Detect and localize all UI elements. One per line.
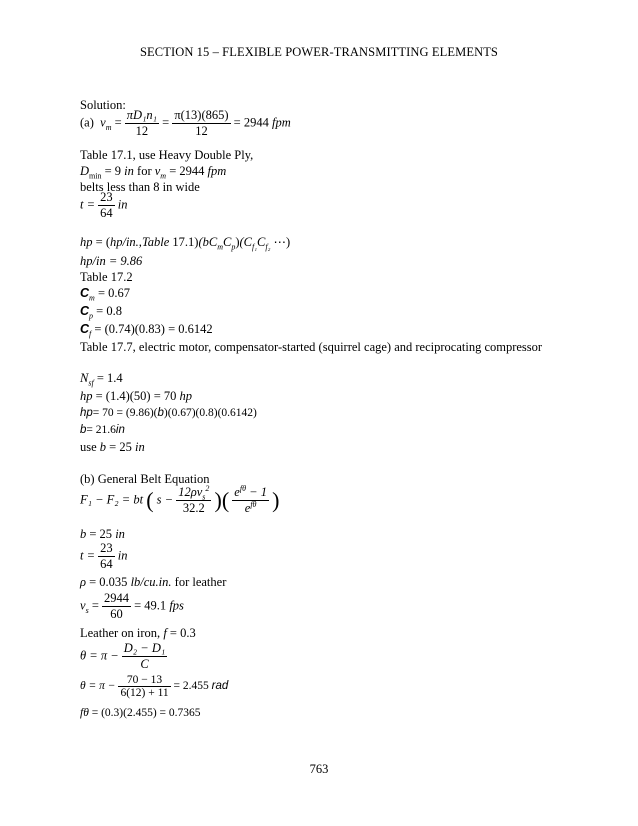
- theta2-den: 6(12) + 11: [120, 687, 169, 699]
- table-17-7-text: Table 17.7, electric motor, compensator-started (squirrel cage) and reciprocating compressor: [80, 340, 543, 354]
- hp-ratio: hp/in.,: [109, 235, 142, 249]
- gen-fraction-2: [232, 485, 269, 516]
- table-17-1-text: Table 17.1, use Heavy Double Ply,: [80, 148, 254, 162]
- hp-f2-sub: f₂: [265, 242, 271, 252]
- cp-line: [80, 304, 122, 319]
- gen-close-paren-1: ): [214, 487, 222, 513]
- vm-f2-num: π(13)(865): [174, 108, 229, 122]
- ftheta-lhs: fθ: [80, 707, 89, 719]
- dmin-unit: in: [124, 164, 134, 178]
- dmin-v: v: [154, 164, 161, 178]
- hp2-rest: )(0.67)(0.8)(0.6142): [163, 407, 257, 419]
- hp1-lhs: hp: [80, 389, 93, 403]
- b1-unit: in: [115, 424, 125, 436]
- cf-sub: f: [89, 329, 92, 339]
- b-line-2: [80, 527, 125, 542]
- gen-num2-tail: − 1: [246, 485, 267, 499]
- vm-sub: m: [105, 122, 112, 132]
- rho-unit: lb/cu.in.: [130, 575, 172, 589]
- theta2-value: = 2.455: [173, 680, 209, 693]
- theta2-unit: rad: [211, 680, 229, 693]
- theta1-lhs: θ = π −: [80, 648, 119, 663]
- ftheta-value: = (0.3)(2.455) = 0.7365: [91, 707, 201, 719]
- b2-value: = 25: [89, 527, 113, 541]
- vs-fraction: [102, 591, 131, 622]
- t1-num: 23: [100, 190, 113, 204]
- vm-fraction-1: [125, 108, 159, 139]
- cm-value: = 0.67: [97, 286, 130, 300]
- gen-open-paren-2: (: [221, 487, 230, 513]
- cm-symbol: C: [80, 286, 90, 300]
- t1-fraction: [98, 190, 115, 221]
- vm-fraction-2: [172, 108, 230, 139]
- hp-close2: ): [235, 235, 240, 249]
- dmin-v-unit: fpm: [207, 164, 227, 178]
- vs-num: 2944: [104, 591, 129, 605]
- general-belt-equation: [80, 485, 279, 516]
- vm-equation: (a) $v_m$ = $\frac{\text{πD₁n₁}}{12}$ = $\frac{\pi(13)(865)}{12}$ = 2944 fpm: [80, 108, 291, 138]
- hp-per-in: hp/in = 9.86: [80, 254, 143, 268]
- cp-symbol: C: [80, 304, 90, 318]
- gen-den1: 32.2: [176, 500, 211, 516]
- gen-s: s −: [156, 492, 174, 507]
- gen-num1-sub: s: [202, 492, 206, 502]
- section-header: SECTION 15 – FLEXIBLE POWER-TRANSMITTING ELEMENTS: [139, 45, 498, 59]
- theta-equation-1: [80, 641, 167, 672]
- vs-value: = 49.1: [134, 598, 167, 613]
- vs-den: 60: [102, 606, 131, 622]
- hp-c2: C: [257, 235, 266, 249]
- t1-unit: in: [117, 197, 128, 212]
- belts-text: belts less than 8 in wide: [80, 180, 200, 194]
- hp-c: C: [222, 235, 232, 249]
- gen-num2-e: e: [234, 485, 240, 499]
- f-theta-line: [80, 707, 201, 719]
- t2-fraction: [98, 541, 115, 572]
- hp-line-1: [80, 389, 192, 404]
- cf-symbol: C: [80, 322, 90, 336]
- leather-f: f: [163, 626, 167, 640]
- use-b-lhs: b: [99, 440, 107, 454]
- gen-close-paren-2: ): [272, 487, 280, 513]
- use-b-unit: in: [134, 440, 145, 454]
- b1-value: = 21.6: [86, 424, 116, 436]
- vs-eq: =: [91, 598, 99, 613]
- theta1-den: C: [122, 656, 167, 672]
- leather-line: [80, 626, 196, 641]
- hp-lhs: hp: [80, 235, 93, 249]
- page-number: 763: [309, 762, 329, 776]
- part-a-label: (a): [80, 115, 94, 130]
- hp-equation: [80, 234, 290, 250]
- gen-num1: [176, 485, 211, 500]
- t-equation-1: [80, 190, 128, 221]
- hp-term1: (bC: [198, 235, 218, 249]
- vm-f1-den: 12: [125, 123, 159, 139]
- gen-den2: [232, 500, 269, 516]
- gen-open-paren-1: (: [146, 487, 154, 513]
- gen-num2-sup: fθ: [239, 483, 247, 493]
- rho-lhs: ρ: [80, 575, 86, 589]
- hp-table: Table: [141, 235, 170, 249]
- hp-cp-sub: p: [231, 242, 236, 252]
- nsf-symbol: N: [80, 371, 89, 385]
- dmin-line: [80, 164, 226, 179]
- vm-f2-den: 12: [172, 123, 230, 139]
- hp-close: ): [194, 235, 199, 249]
- theta-equation-2: [80, 674, 228, 699]
- hp1-value: = (1.4)(50) = 70: [95, 389, 177, 403]
- hp2-b: b: [157, 407, 164, 419]
- dmin-sub: min: [89, 171, 102, 181]
- part-b-label: (b) General Belt Equation: [80, 472, 210, 486]
- vm-unit: fpm: [271, 115, 291, 130]
- table-17-2-text: Table 17.2: [80, 270, 133, 284]
- hp-dots: ⋯): [273, 235, 291, 249]
- gen-num1-sup: 2: [205, 483, 210, 493]
- vs-unit: fps: [169, 598, 184, 613]
- use-word: use: [80, 440, 97, 454]
- use-b-value: = 25: [109, 440, 132, 454]
- dmin-value: = 9: [104, 164, 122, 178]
- dmin-v-sub: m: [160, 171, 167, 181]
- rho-value: = 0.035: [89, 575, 128, 589]
- t2-num: 23: [100, 541, 113, 555]
- rho-line: [80, 575, 226, 590]
- t2-lhs: t =: [80, 548, 96, 563]
- vm-f1-num: πD₁n₁: [126, 108, 158, 122]
- hp-term2: (C: [239, 235, 252, 249]
- gen-fraction-1: [176, 485, 211, 516]
- cm-sub: m: [89, 293, 95, 303]
- use-b-line: [80, 440, 145, 455]
- gen-num1-text: 12ρv: [178, 485, 203, 499]
- b2-unit: in: [115, 527, 125, 541]
- vm-symbol: v: [100, 115, 106, 130]
- cm-line: [80, 286, 130, 301]
- rho-note: for leather: [174, 575, 227, 589]
- leather-text: Leather on iron,: [80, 626, 161, 640]
- hp2-lhs: hp: [80, 407, 93, 419]
- hp1-unit: hp: [179, 389, 192, 403]
- t2-unit: in: [117, 548, 128, 563]
- t1-den: 64: [100, 206, 113, 220]
- nsf-value: = 1.4: [96, 371, 123, 385]
- cf-line: [80, 322, 213, 337]
- theta2-fraction: [118, 674, 170, 699]
- vs-line: [80, 591, 184, 622]
- gen-den2-e: e: [244, 501, 251, 515]
- vs-symbol: v: [80, 598, 86, 613]
- solution-label: Solution:: [80, 98, 126, 112]
- nsf-sub: sf: [88, 378, 94, 388]
- theta2-num: 70 − 13: [126, 674, 163, 686]
- b2-lhs: b: [80, 527, 87, 541]
- t1-lhs: t =: [80, 197, 96, 212]
- hp-line-2: [80, 407, 257, 419]
- gen-lhs: F₁ − F₂ = bt: [80, 492, 144, 507]
- hp-f1-sub: f₁: [251, 242, 257, 252]
- vm-result: = 2944: [233, 115, 269, 130]
- gen-num2: [232, 485, 269, 500]
- vs-sub: s: [85, 605, 89, 615]
- theta2-lhs: θ = π −: [80, 680, 116, 693]
- hp-open: (: [105, 235, 110, 249]
- dmin-for: for: [137, 164, 152, 178]
- theta1-num: D₂ − D₁: [123, 641, 166, 655]
- cp-value: = 0.8: [96, 304, 122, 318]
- hp-table-num: 17.1: [172, 235, 195, 249]
- t-equation-2: [80, 541, 128, 572]
- b1-lhs: b: [80, 424, 87, 436]
- dmin-symbol: D: [80, 164, 90, 178]
- cp-sub: p: [89, 311, 94, 321]
- hp2-value: = 70 = (9.86)(: [92, 407, 158, 419]
- cf-value: = (0.74)(0.83) = 0.6142: [94, 322, 213, 336]
- nsf-line: [80, 371, 123, 386]
- t2-den: 64: [100, 557, 113, 571]
- leather-value: = 0.3: [169, 626, 196, 640]
- dmin-v-value: = 2944: [169, 164, 205, 178]
- gen-den2-sup: fθ: [250, 499, 257, 509]
- b-line-1: [80, 424, 125, 436]
- theta1-fraction: [122, 641, 167, 672]
- hp-cm-sub: m: [217, 242, 223, 252]
- hp-eq: =: [95, 235, 103, 249]
